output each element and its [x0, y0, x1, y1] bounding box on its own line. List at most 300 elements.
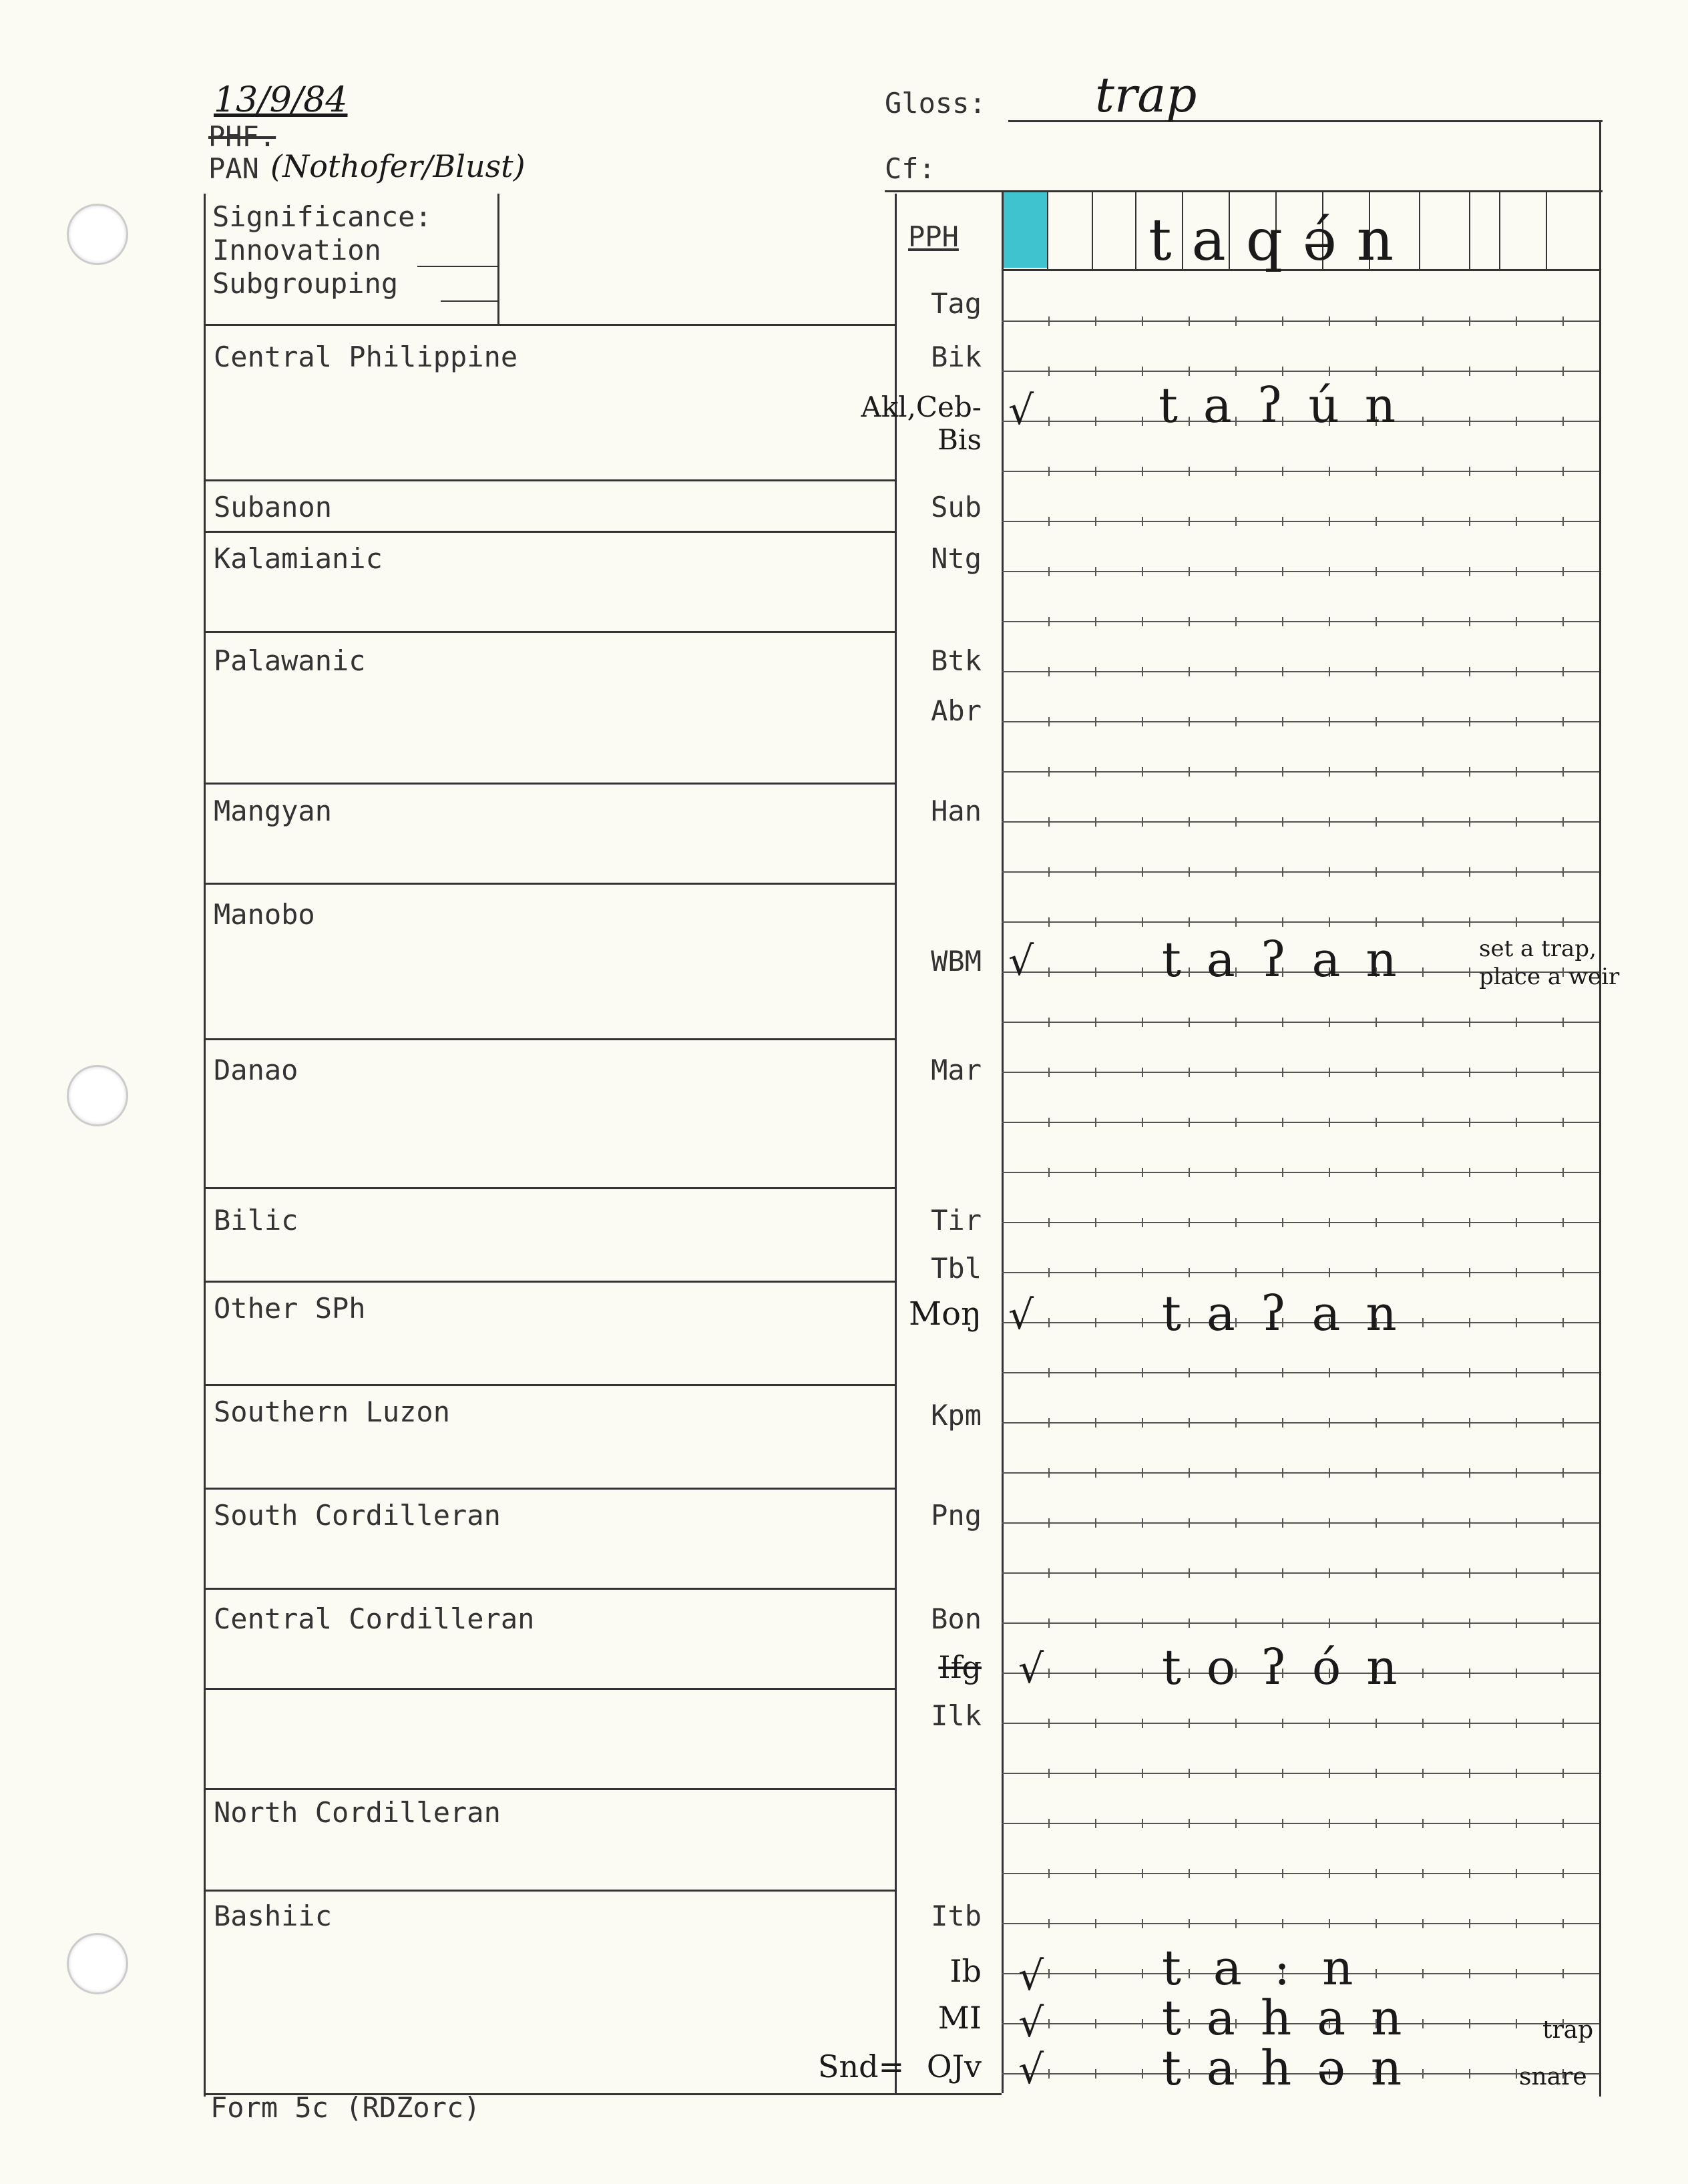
- form-line-tick: [1235, 467, 1237, 476]
- form-line-tick: [1469, 417, 1470, 426]
- form-line-tick: [1048, 617, 1050, 626]
- form-line-tick: [1095, 1719, 1096, 1728]
- divider-kalamianic: [204, 531, 897, 533]
- divider-southern-luzon: [204, 1384, 897, 1386]
- form-line-tick: [1422, 467, 1424, 476]
- form-line-tick: [1376, 1769, 1377, 1778]
- form-line-tick: [1516, 1168, 1517, 1177]
- form-line-tick: [1422, 417, 1424, 426]
- form-line-tick: [1142, 1018, 1143, 1027]
- form-line-tick: [1469, 917, 1470, 927]
- form-line-tick: [1422, 1819, 1424, 1828]
- form-line-tick: [1516, 1118, 1517, 1127]
- form-line-tick: [1469, 617, 1470, 626]
- form-line: [1002, 621, 1599, 622]
- form-line-tick: [1095, 417, 1096, 426]
- form-line-tick: [1048, 1819, 1050, 1828]
- form-line-tick: [1469, 2019, 1470, 2028]
- form-line-tick: [1189, 1869, 1190, 1878]
- group-subanon: Subanon: [214, 491, 333, 523]
- lang-ilk: Ilk: [931, 1699, 982, 1732]
- form-line-tick: [1562, 1118, 1564, 1127]
- form-line-tick: [1235, 1368, 1237, 1377]
- form-line-tick: [1095, 1218, 1096, 1227]
- form-line-tick: [1329, 717, 1330, 726]
- form-line-tick: [1048, 1468, 1050, 1478]
- entry-mon: taʔan: [1162, 1285, 1422, 1341]
- form-line-tick: [1189, 1418, 1190, 1428]
- form-line-tick: [1095, 1418, 1096, 1428]
- form-line-tick: [1235, 1068, 1237, 1077]
- form-line-tick: [1235, 1418, 1237, 1428]
- form-line-tick: [1422, 316, 1424, 326]
- check-ifg: √: [1018, 1646, 1044, 1693]
- form-line-tick: [1376, 517, 1377, 526]
- lang-ifg: Ifg: [938, 1649, 982, 1685]
- form-line-tick: [1095, 867, 1096, 877]
- form-line-tick: [1142, 1719, 1143, 1728]
- group-other-sph: Other SPh: [214, 1292, 366, 1325]
- phf-label: PHF.: [208, 120, 276, 153]
- form-line: [1002, 1723, 1599, 1724]
- form-line-tick: [1189, 1168, 1190, 1177]
- form-line-tick: [1516, 667, 1517, 676]
- entry-mi: tahan: [1162, 1990, 1428, 2046]
- lang-bik: Bik: [931, 341, 982, 373]
- form-line-tick: [1376, 1568, 1377, 1578]
- divider-other-sph: [204, 1281, 897, 1283]
- form-line-tick: [1142, 1418, 1143, 1428]
- form-line-tick: [1562, 667, 1564, 676]
- form-line-tick: [1329, 567, 1330, 576]
- form-line-tick: [1142, 767, 1143, 777]
- form-line-tick: [1376, 1869, 1377, 1878]
- form-line-tick: [1189, 1068, 1190, 1077]
- form-line-tick: [1422, 1618, 1424, 1628]
- form-line-tick: [1422, 617, 1424, 626]
- form-line-tick: [1562, 367, 1564, 376]
- form-line-tick: [1235, 917, 1237, 927]
- group-manobo: Manobo: [214, 898, 315, 931]
- form-line-tick: [1422, 1468, 1424, 1478]
- divider-north-cordilleran: [204, 1788, 897, 1790]
- check-mon: √: [1008, 1292, 1034, 1339]
- form-line-tick: [1562, 467, 1564, 476]
- note-mi: trap: [1542, 2016, 1594, 2044]
- form-line-tick: [1469, 1819, 1470, 1828]
- form-line-tick: [1329, 1468, 1330, 1478]
- form-line-tick: [1189, 1919, 1190, 1928]
- form-line-tick: [1095, 1819, 1096, 1828]
- form-line-tick: [1282, 617, 1283, 626]
- form-line-tick: [1282, 767, 1283, 777]
- form-line-tick: [1469, 1518, 1470, 1528]
- divider-mangyan: [204, 783, 897, 785]
- form-line-tick: [1189, 517, 1190, 526]
- form-line-tick: [1469, 367, 1470, 376]
- lang-ntg: Ntg: [931, 542, 982, 575]
- form-line-tick: [1329, 1719, 1330, 1728]
- form-line-tick: [1189, 767, 1190, 777]
- form-line-tick: [1376, 1018, 1377, 1027]
- lang-mi: MI: [937, 2000, 982, 2036]
- form-line-tick: [1189, 917, 1190, 927]
- form-line-tick: [1329, 767, 1330, 777]
- form-line: [1002, 1172, 1599, 1173]
- form-line-tick: [1235, 767, 1237, 777]
- form-line-tick: [1329, 1919, 1330, 1928]
- entry-bis: taʔún: [1158, 377, 1422, 433]
- form-line-tick: [1048, 1318, 1050, 1327]
- form-line-tick: [1562, 767, 1564, 777]
- form-line-tick: [1562, 1368, 1564, 1377]
- form-line-tick: [1095, 467, 1096, 476]
- form-line-tick: [1376, 917, 1377, 927]
- form-line-tick: [1189, 1118, 1190, 1127]
- lang-akl-ceb-bis: Akl,Ceb-Bis: [861, 391, 982, 456]
- form-line-tick: [1562, 1769, 1564, 1778]
- form-line: [1002, 1122, 1599, 1123]
- form-line-tick: [1142, 617, 1143, 626]
- innovation-blank: [417, 266, 497, 267]
- form-line-tick: [1516, 1919, 1517, 1928]
- pan-label: PAN: [208, 152, 259, 185]
- form-line-tick: [1422, 767, 1424, 777]
- lang-pph: PPH: [908, 220, 959, 253]
- form-line: [1002, 671, 1599, 672]
- form-line: [1002, 571, 1599, 572]
- form-line-tick: [1235, 1618, 1237, 1628]
- form-line-tick: [1142, 2069, 1143, 2079]
- frame-right: [1599, 120, 1601, 2097]
- form-line-tick: [1562, 1669, 1564, 1678]
- form-line: [1002, 1873, 1599, 1874]
- form-line-tick: [1516, 1769, 1517, 1778]
- form-line-tick: [1048, 1018, 1050, 1027]
- form-line-tick: [1189, 1518, 1190, 1528]
- form-line-tick: [1376, 1518, 1377, 1528]
- form-line-tick: [1142, 967, 1143, 977]
- form-line-tick: [1329, 467, 1330, 476]
- form-line-tick: [1048, 1418, 1050, 1428]
- pph-cell-divider: [1499, 192, 1500, 269]
- form-line-tick: [1562, 1168, 1564, 1177]
- group-north-cordilleran: North Cordilleran: [214, 1796, 501, 1829]
- form-line-tick: [1469, 1318, 1470, 1327]
- check-mi: √: [1018, 2000, 1044, 2046]
- form-line-tick: [1516, 367, 1517, 376]
- form-line-tick: [1142, 917, 1143, 927]
- divider-danao: [204, 1038, 897, 1040]
- form-line-tick: [1235, 1468, 1237, 1478]
- form-line-tick: [1095, 1268, 1096, 1277]
- form-line-tick: [1142, 1468, 1143, 1478]
- form-line-tick: [1048, 1669, 1050, 1678]
- punch-hole-bottom: [67, 1933, 128, 1994]
- divider-palawanic: [204, 631, 897, 633]
- form-line-tick: [1562, 617, 1564, 626]
- lang-tbl: Tbl: [931, 1252, 982, 1285]
- form-line-tick: [1235, 316, 1237, 326]
- form-line-tick: [1282, 367, 1283, 376]
- form-line-tick: [1235, 1118, 1237, 1127]
- form-line-tick: [1095, 967, 1096, 977]
- form-line-tick: [1329, 867, 1330, 877]
- lang-btk: Btk: [931, 644, 982, 677]
- form-line-tick: [1516, 1468, 1517, 1478]
- form-line-tick: [1235, 1769, 1237, 1778]
- form-line-tick: [1329, 1368, 1330, 1377]
- form-line-tick: [1516, 867, 1517, 877]
- form-line-tick: [1329, 1869, 1330, 1878]
- form-line-tick: [1329, 316, 1330, 326]
- form-line-tick: [1142, 467, 1143, 476]
- pph-cell-divider: [1092, 192, 1093, 269]
- form-line-tick: [1142, 1518, 1143, 1528]
- form-line-tick: [1469, 1068, 1470, 1077]
- pph-cell-divider: [1546, 192, 1547, 269]
- form-line: [1002, 1773, 1599, 1774]
- divider-central-cordilleran-sub: [204, 1688, 897, 1690]
- form-line-tick: [1469, 1418, 1470, 1428]
- form-line-tick: [1376, 1268, 1377, 1277]
- form-line-tick: [1376, 1919, 1377, 1928]
- form-line-tick: [1422, 1168, 1424, 1177]
- form-line-tick: [1376, 667, 1377, 676]
- form-line-tick: [1329, 1018, 1330, 1027]
- form-line-tick: [1048, 1869, 1050, 1878]
- form-line-tick: [1235, 667, 1237, 676]
- form-line-tick: [1469, 1618, 1470, 1628]
- pph-cell-divider: [1469, 192, 1470, 269]
- form-line-tick: [1048, 467, 1050, 476]
- form-line-tick: [1469, 1118, 1470, 1127]
- form-line-tick: [1376, 367, 1377, 376]
- form-line-tick: [1422, 917, 1424, 927]
- form-line-tick: [1095, 1168, 1096, 1177]
- check-ojv: √: [1018, 2046, 1044, 2093]
- form-line-tick: [1516, 817, 1517, 827]
- lang-abr: Abr: [931, 694, 982, 727]
- group-southern-luzon: Southern Luzon: [214, 1395, 451, 1428]
- form-line-tick: [1329, 1518, 1330, 1528]
- form-line-tick: [1142, 367, 1143, 376]
- divider-bashiic: [204, 1890, 897, 1892]
- form-line: [1002, 521, 1599, 522]
- form-line-tick: [1516, 1218, 1517, 1227]
- form-line: [1002, 871, 1599, 873]
- form-line-tick: [1516, 1669, 1517, 1678]
- form-line-tick: [1095, 2019, 1096, 2028]
- form-line-tick: [1422, 1769, 1424, 1778]
- form-line: [1002, 771, 1599, 773]
- form-line-tick: [1422, 667, 1424, 676]
- form-line-tick: [1142, 1268, 1143, 1277]
- form-line-tick: [1329, 1769, 1330, 1778]
- form-line-tick: [1329, 617, 1330, 626]
- form-line-tick: [1376, 717, 1377, 726]
- form-line-tick: [1516, 1568, 1517, 1578]
- entry-ojv: tahən: [1162, 2040, 1428, 2096]
- form-line-tick: [1422, 967, 1424, 977]
- lang-mar: Mar: [931, 1054, 982, 1086]
- form-line-tick: [1516, 517, 1517, 526]
- form-line-tick: [1516, 717, 1517, 726]
- form-line-tick: [1048, 567, 1050, 576]
- form-line-tick: [1376, 1168, 1377, 1177]
- form-line-tick: [1282, 1819, 1283, 1828]
- form-line-tick: [1562, 1018, 1564, 1027]
- form-line-tick: [1562, 1418, 1564, 1428]
- gloss-label: Gloss:: [885, 87, 986, 120]
- significance-title: Significance:: [212, 200, 432, 233]
- pan-source: (Nothofer/Blust): [270, 148, 525, 184]
- form-line-tick: [1376, 1819, 1377, 1828]
- divider-subanon: [204, 479, 897, 481]
- form-line-tick: [1048, 1118, 1050, 1127]
- form-line-tick: [1048, 917, 1050, 927]
- form-line-tick: [1422, 367, 1424, 376]
- form-line-tick: [1142, 517, 1143, 526]
- form-line-tick: [1516, 617, 1517, 626]
- form-line-tick: [1235, 567, 1237, 576]
- form-line-tick: [1282, 667, 1283, 676]
- form-line-tick: [1562, 1218, 1564, 1227]
- lang-wbm: WBM: [931, 945, 982, 977]
- form-line-tick: [1142, 1368, 1143, 1377]
- form-line-tick: [1516, 1018, 1517, 1027]
- form-line-tick: [1329, 1418, 1330, 1428]
- form-line-tick: [1189, 1368, 1190, 1377]
- form-line-tick: [1095, 2069, 1096, 2079]
- lang-itb: Itb: [931, 1900, 982, 1932]
- form-line-tick: [1329, 1618, 1330, 1628]
- form-line-tick: [1469, 1719, 1470, 1728]
- form-line-tick: [1142, 417, 1143, 426]
- form-line-tick: [1048, 717, 1050, 726]
- form-line-tick: [1095, 817, 1096, 827]
- form-line-tick: [1095, 1468, 1096, 1478]
- form-line-tick: [1189, 1268, 1190, 1277]
- form-line-tick: [1376, 817, 1377, 827]
- pph-cell-divider: [1047, 192, 1048, 269]
- form-line-tick: [1282, 1869, 1283, 1878]
- form-line-tick: [1235, 617, 1237, 626]
- form-line-tick: [1189, 717, 1190, 726]
- form-line-tick: [1095, 917, 1096, 927]
- form-line-tick: [1235, 1168, 1237, 1177]
- form-line-tick: [1048, 1518, 1050, 1528]
- pph-cell-divider: [1135, 192, 1136, 269]
- form-line: [1002, 371, 1599, 372]
- form-line-tick: [1095, 1068, 1096, 1077]
- group-bashiic: Bashiic: [214, 1900, 333, 1932]
- form-line-tick: [1329, 667, 1330, 676]
- form-line-tick: [1189, 1468, 1190, 1478]
- innovation-label: Innovation: [212, 234, 381, 266]
- form-line-tick: [1095, 1018, 1096, 1027]
- form-line-tick: [1422, 867, 1424, 877]
- column-divider-right: [1002, 190, 1004, 2093]
- form-line-tick: [1189, 1218, 1190, 1227]
- form-line-tick: [1469, 1969, 1470, 1978]
- form-line-tick: [1095, 1318, 1096, 1327]
- form-line-tick: [1562, 1068, 1564, 1077]
- form-line-tick: [1562, 1819, 1564, 1828]
- form-line-tick: [1235, 817, 1237, 827]
- form-line-tick: [1516, 1869, 1517, 1878]
- group-palawanic: Palawanic: [214, 644, 366, 677]
- form-line-tick: [1562, 1719, 1564, 1728]
- form-line-tick: [1469, 1168, 1470, 1177]
- form-line-tick: [1189, 1568, 1190, 1578]
- form-line-tick: [1235, 1719, 1237, 1728]
- form-line-tick: [1329, 1218, 1330, 1227]
- form-line-tick: [1422, 1218, 1424, 1227]
- form-line-tick: [1142, 2019, 1143, 2028]
- form-line-tick: [1376, 617, 1377, 626]
- form-line-tick: [1282, 1418, 1283, 1428]
- form-line-tick: [1376, 467, 1377, 476]
- form-line-tick: [1142, 1869, 1143, 1878]
- form-line-tick: [1189, 1819, 1190, 1828]
- form-line-tick: [1282, 1468, 1283, 1478]
- form-line-tick: [1516, 2069, 1517, 2079]
- group-central-cordilleran: Central Cordilleran: [214, 1602, 535, 1635]
- form-line-tick: [1048, 1719, 1050, 1728]
- form-line-tick: [1048, 667, 1050, 676]
- form-line-tick: [1422, 1068, 1424, 1077]
- lang-kpm: Kpm: [931, 1399, 982, 1432]
- form-line-tick: [1469, 517, 1470, 526]
- punch-hole-top: [67, 204, 128, 265]
- subgrouping-blank: [441, 300, 497, 302]
- form-line-tick: [1376, 1368, 1377, 1377]
- form-line-tick: [1282, 867, 1283, 877]
- form-line-tick: [1562, 1869, 1564, 1878]
- entry-wbm: taʔan: [1162, 931, 1422, 988]
- form-line-tick: [1282, 1919, 1283, 1928]
- pph-highlight-cell: [1004, 192, 1047, 268]
- form-line-tick: [1282, 1168, 1283, 1177]
- form-line-tick: [1562, 316, 1564, 326]
- divider-manobo: [204, 883, 897, 885]
- form-line-tick: [1048, 1969, 1050, 1978]
- significance-underline: [204, 324, 897, 326]
- form-line: [1002, 1022, 1599, 1023]
- form-line-tick: [1376, 767, 1377, 777]
- form-line-tick: [1516, 1819, 1517, 1828]
- form-line-tick: [1422, 1518, 1424, 1528]
- form-line-tick: [1422, 1268, 1424, 1277]
- entry-pph: taqə́n: [1148, 207, 1414, 274]
- form-line-tick: [1048, 1568, 1050, 1578]
- form-line-tick: [1142, 1769, 1143, 1778]
- form-line-tick: [1329, 1268, 1330, 1277]
- form-line-tick: [1422, 1018, 1424, 1027]
- form-line-tick: [1516, 1318, 1517, 1327]
- form-line-tick: [1142, 1618, 1143, 1628]
- form-line: [1002, 1823, 1599, 1824]
- form-line-tick: [1469, 1919, 1470, 1928]
- form-line: [1002, 471, 1599, 472]
- form-line-tick: [1189, 817, 1190, 827]
- form-line-tick: [1562, 1518, 1564, 1528]
- lang-tir: Tir: [931, 1204, 982, 1237]
- form-line-tick: [1048, 867, 1050, 877]
- lang-ib: Ib: [950, 1953, 982, 1989]
- form-line-tick: [1469, 1468, 1470, 1478]
